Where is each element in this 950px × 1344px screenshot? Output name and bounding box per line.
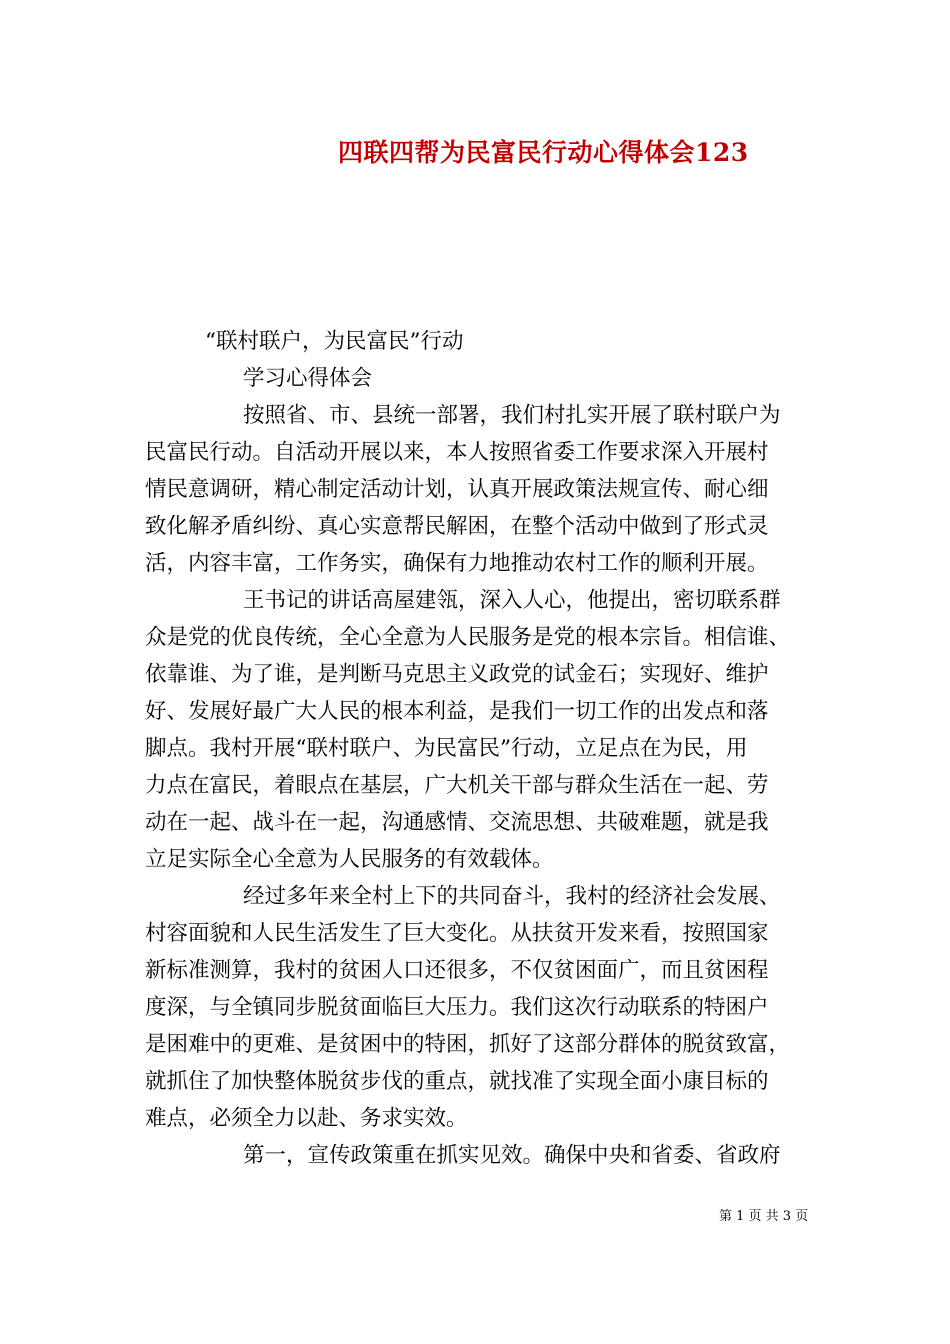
text-line: 是困难中的更难、是贫困中的特困，抓好了这部分群体的脱贫致富，: [145, 1032, 791, 1057]
text-line: 经过多年来全村上下的共同奋斗，我村的经济社会发展、: [243, 884, 781, 909]
document-body: [145, 323, 805, 1174]
text-line: 按照省、市、县统一部署，我们村扎实开展了联村联户为: [243, 403, 781, 428]
text-line: 就抓住了加快整体脱贫步伐的重点，就找准了实现全面小康目标的: [145, 1069, 769, 1094]
page-footer: 第 1 页 共 3 页: [719, 1209, 809, 1224]
paragraph: [145, 1137, 805, 1174]
text-line: 新标准测算，我村的贫困人口还很多，不仅贫困面广，而且贫困程: [145, 958, 769, 983]
text-line: 好、发展好最广大人民的根本利益，是我们一切工作的出发点和落: [145, 699, 769, 724]
paragraph: [145, 397, 805, 582]
heading-line: 学习心得体会: [243, 366, 373, 391]
text-line: 王书记的讲话高屋建瓴，深入人心，他提出，密切联系群: [243, 588, 781, 613]
paragraph: [145, 878, 805, 1137]
text-line: 第一，宣传政策重在抓实见效。确保中央和省委、省政府: [243, 1143, 781, 1168]
heading-line: “联村联户，为民富民”行动: [205, 329, 464, 354]
text-line: 活，内容丰富，工作务实，确保有力地推动农村工作的顺利开展。: [145, 551, 769, 576]
paragraph: [145, 582, 805, 878]
text-line: 村容面貌和人民生活发生了巨大变化。从扶贫开发来看，按照国家: [145, 921, 769, 946]
text-line: 难点，必须全力以赴、务求实效。: [145, 1106, 468, 1131]
text-line: 度深，与全镇同步脱贫面临巨大压力。我们这次行动联系的特困户: [145, 995, 769, 1020]
text-line: 脚点。我村开展“联村联户、为民富民”行动，立足点在为民，用: [145, 736, 748, 761]
text-line: 立足实际全心全意为人民服务的有效载体。: [145, 847, 554, 872]
text-line: 力点在富民，着眼点在基层，广大机关干部与群众生活在一起、劳: [145, 773, 769, 798]
text-line: 动在一起、战斗在一起，沟通感情、交流思想、共破难题，就是我: [145, 810, 769, 835]
text-line: 众是党的优良传统，全心全意为人民服务是党的根本宗旨。相信谁、: [145, 625, 791, 650]
text-line: 民富民行动。自活动开展以来，本人按照省委工作要求深入开展村: [145, 440, 769, 465]
text-line: 情民意调研，精心制定活动计划，认真开展政策法规宣传、耐心细: [145, 477, 769, 502]
text-line: 致化解矛盾纠纷、真心实意帮民解困，在整个活动中做到了形式灵: [145, 514, 769, 539]
text-line: 依靠谁、为了谁，是判断马克思主义政党的试金石；实现好、维护: [145, 662, 769, 687]
document-title: 四联四帮为民富民行动心得体会123: [338, 138, 749, 167]
